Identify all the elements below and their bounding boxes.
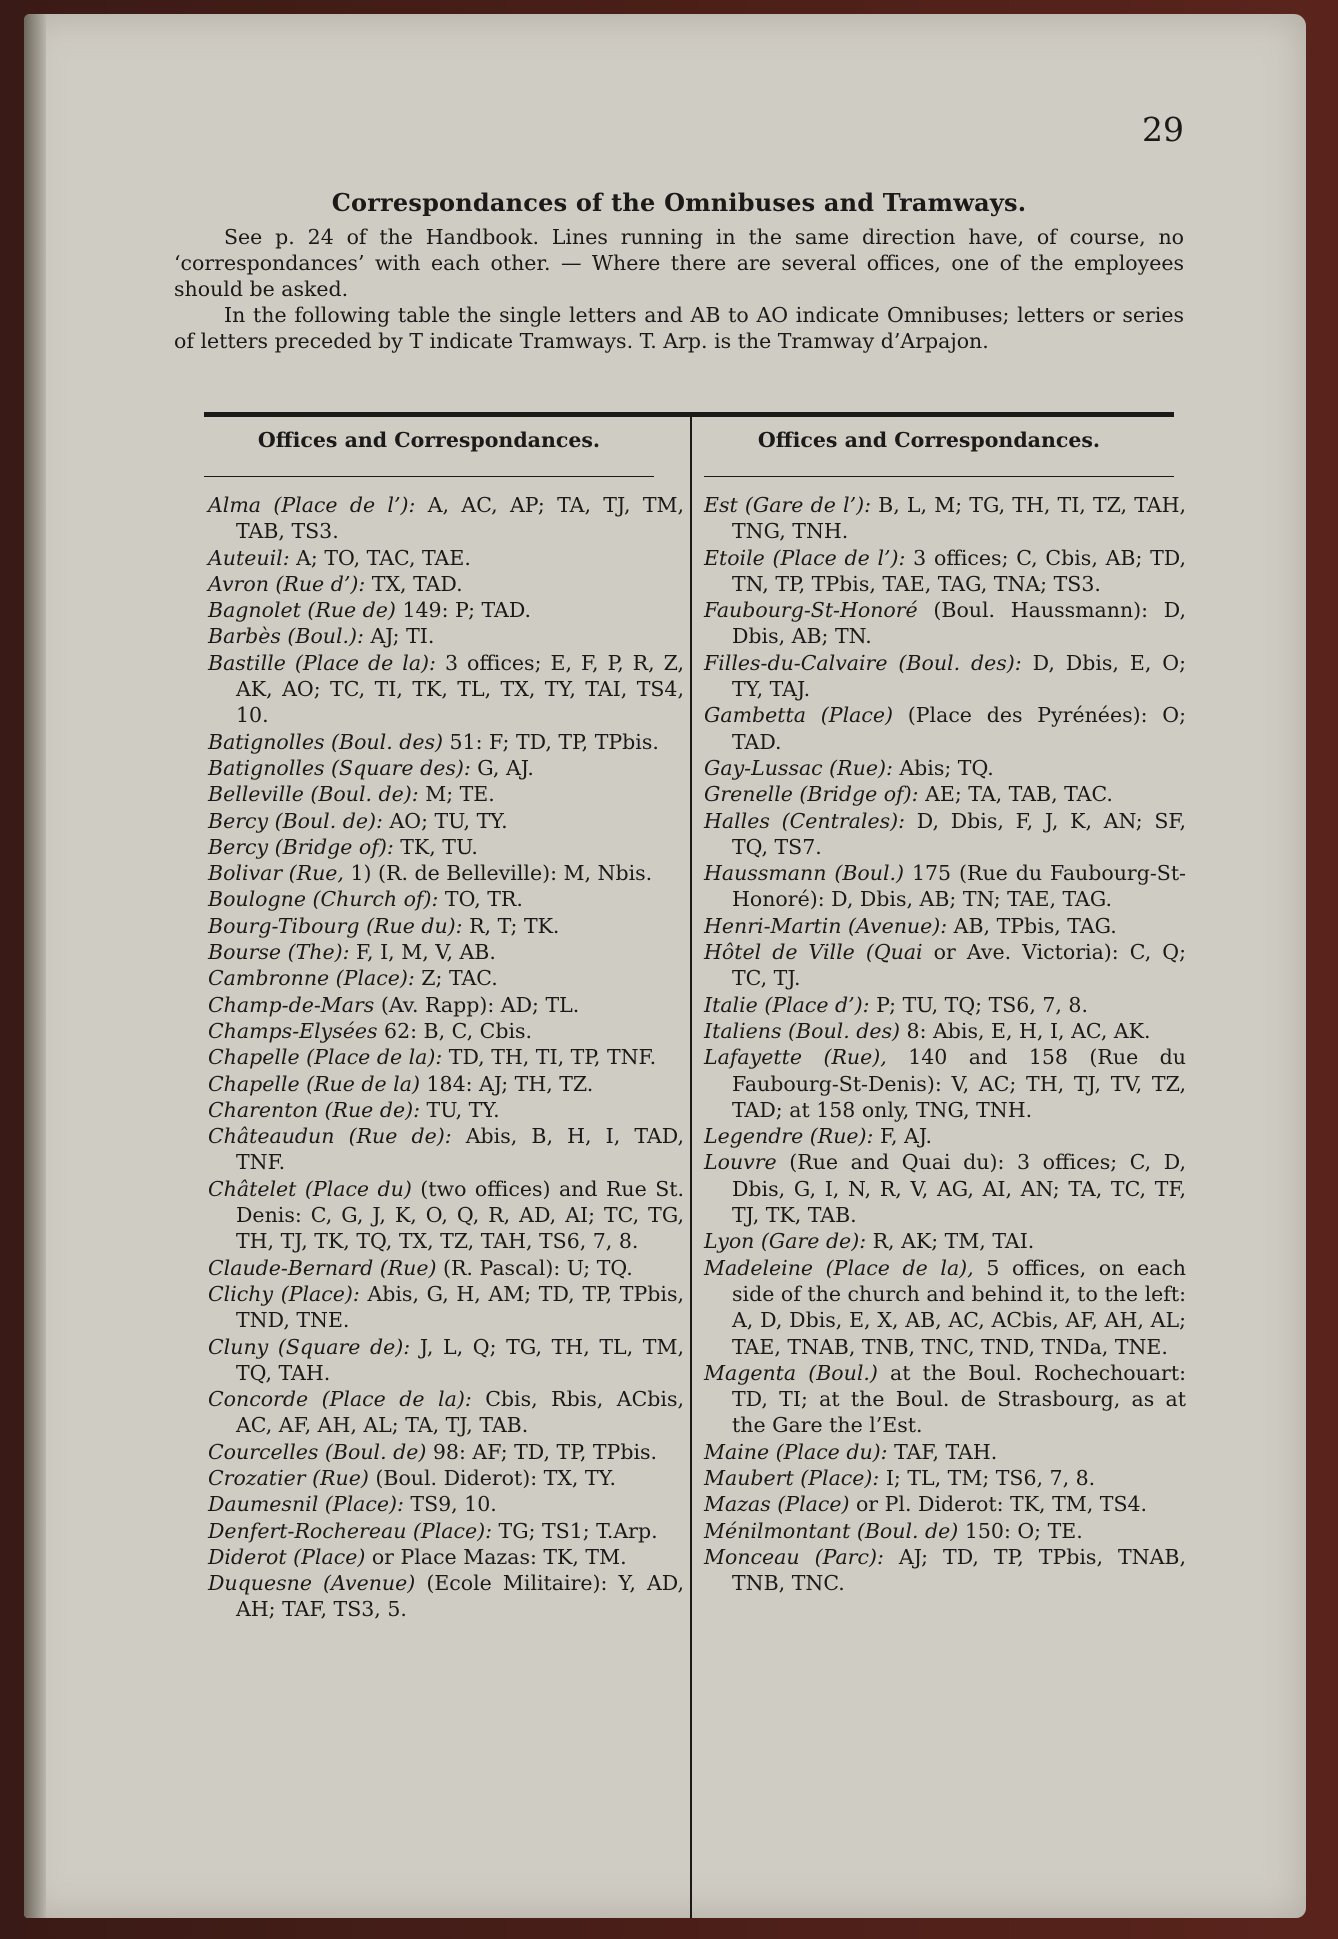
- table-entry: [704, 492, 1186, 545]
- entry-place-name: Bercy (Bridge of):: [208, 834, 394, 859]
- entry-place-name: Chapelle (Place de la):: [208, 1045, 443, 1070]
- entry-place-name: Claude-Bernard (Rue): [208, 1255, 437, 1280]
- entry-place-name: Filles-du-Calvaire (Boul. des):: [704, 650, 1022, 675]
- entry-place-name: Concorde (Place de la):: [208, 1387, 472, 1412]
- table-entry: [208, 834, 684, 860]
- entry-place-name: Champ-de-Mars: [208, 992, 375, 1017]
- entry-lines: (Rue and Quai du): 3 offices; C, D, Dbis, G, I, N, R, V, AG, AI, AN; TA, TC, TF, TJ, TK, TAB.: [732, 1150, 1186, 1228]
- table-entry: [208, 939, 684, 965]
- table-entry: [208, 913, 684, 939]
- entry-place-name: Italiens (Boul. des): [704, 1018, 901, 1043]
- left-header-rule: [204, 476, 654, 477]
- table-entry: [208, 1570, 684, 1623]
- book-page: [24, 14, 1306, 1918]
- entry-place-name: Maine (Place du):: [704, 1439, 888, 1464]
- entry-place-name: Diderot (Place): [208, 1544, 366, 1569]
- entry-place-name: Crozatier (Rue): [208, 1465, 369, 1490]
- table-entry: [208, 1544, 684, 1570]
- intro-paragraph-1: See p. 24 of the Handbook. Lines running in the same direction have, of course, no ‘correspondances’ with each other. — Where there are several offices, one of the employees should be asked.: [174, 225, 1184, 301]
- table-entry: [208, 623, 684, 649]
- entry-place-name: Grenelle (Bridge of):: [704, 782, 919, 807]
- table-entry: [208, 1018, 684, 1044]
- entry-place-name: Bourg-Tibourg (Rue du):: [208, 913, 463, 938]
- table-entry: [704, 860, 1186, 913]
- entry-lines: 5 offices, on each side of the church and behind it, to the left: A, D, Dbis, E, X, AB, AC, ACbis, AF, AH, AL; TAE, TNAB, TNB, TNC, TND, TNDa, TNE.: [732, 1255, 1186, 1359]
- entry-lines: 8: Abis, E, H, I, AC, AK.: [900, 1018, 1151, 1043]
- entry-lines: 1) (R. de Belleville): M, Nbis.: [343, 861, 653, 886]
- left-column-header: Offices and Correspondances.: [257, 428, 601, 452]
- table-entry: [704, 1018, 1186, 1044]
- table-entry: [704, 1255, 1186, 1360]
- entry-place-name: Monceau (Parc):: [704, 1544, 884, 1569]
- table-entry: [704, 1149, 1186, 1228]
- entry-place-name: Châteaudun (Rue de):: [208, 1124, 452, 1149]
- entry-lines: (Av. Rapp): AD; TL.: [374, 992, 580, 1017]
- table-entry: [704, 1544, 1186, 1597]
- table-entry: [704, 545, 1186, 598]
- entry-place-name: Cluny (Square de):: [208, 1334, 411, 1359]
- table-entry: [208, 1491, 684, 1517]
- entry-lines: AJ; TI.: [363, 624, 435, 649]
- entry-lines: AE; TA, TAB, TAC.: [918, 782, 1113, 807]
- entry-place-name: Batignolles (Square des):: [208, 755, 471, 780]
- right-header-rule: [704, 476, 1174, 477]
- entry-lines: I; TL, TM; TS6, 7, 8.: [879, 1465, 1096, 1490]
- entry-lines: D, Dbis, E, O; TY, TAJ.: [732, 650, 1186, 702]
- entry-lines: 3 offices; E, F, P, R, Z, AK, AO; TC, TI, TK, TL, TX, TY, TAI, TS4, 10.: [236, 650, 684, 728]
- entry-lines: Abis; TQ.: [892, 755, 994, 780]
- table-entry: [208, 1176, 684, 1255]
- entry-lines: or Place Mazas: TK, TM.: [365, 1544, 627, 1569]
- entry-place-name: Magenta (Boul.): [704, 1360, 878, 1385]
- table-entry: [208, 992, 684, 1018]
- entry-place-name: Champs-Elysées: [208, 1018, 378, 1043]
- entry-lines: Abis, G, H, AM; TD, TP, TPbis, TND, TNE.: [236, 1281, 684, 1333]
- table-entry: [208, 1044, 684, 1070]
- entry-lines: Z; TAC.: [414, 966, 498, 991]
- entry-place-name: Châtelet (Place du): [208, 1176, 412, 1201]
- table-entry: [704, 1123, 1186, 1149]
- entry-place-name: Charenton (Rue de):: [208, 1097, 420, 1122]
- entry-place-name: Bolivar (Rue,: [208, 861, 344, 886]
- table-entry: [208, 492, 684, 545]
- entry-place-name: Barbès (Boul.):: [208, 624, 364, 649]
- entry-place-name: Henri-Martin (Avenue):: [704, 913, 948, 938]
- entry-place-name: Denfert-Rochereau (Place):: [208, 1518, 493, 1543]
- table-entry: [208, 1465, 684, 1491]
- entry-lines: P; TU, TQ; TS6, 7, 8.: [869, 992, 1088, 1017]
- entry-lines: (two offices) and Rue St. Denis: C, G, J, K, O, Q, R, AD, AI; TC, TG, TH, TJ, TK, TQ, TX, TZ, TAH, TS6, 7, 8.: [236, 1176, 684, 1254]
- entry-lines: J, L, Q; TG, TH, TL, TM, TQ, TAH.: [236, 1334, 684, 1385]
- entry-place-name: Legendre (Rue):: [704, 1124, 874, 1149]
- entry-lines: R, AK; TM, TAI.: [866, 1229, 1035, 1254]
- entry-place-name: Bercy (Boul. de):: [208, 808, 383, 833]
- entry-lines: (Boul. Haussmann): D, Dbis, AB; TN.: [732, 598, 1186, 649]
- table-entry: [704, 808, 1186, 861]
- table-entry: [208, 965, 684, 991]
- page-title: Correspondances of the Omnibuses and Tramways.: [331, 188, 1027, 217]
- entry-place-name: Ménilmontant (Boul. de): [704, 1518, 959, 1543]
- entry-lines: 149: P; TAD.: [395, 598, 532, 623]
- table-entry: [208, 1123, 684, 1176]
- entry-place-name: Batignolles (Boul. des): [208, 729, 443, 754]
- entry-place-name: Est (Gare de l’):: [704, 493, 871, 517]
- entry-place-name: Faubourg-St-Honoré: [704, 598, 918, 623]
- entry-lines: 140 and 158 (Rue du Faubourg-St-Denis): V, AC; TH, TJ, TV, TZ, TAD; at 158 only, TNG, TNH.: [732, 1045, 1187, 1122]
- entry-place-name: Courcelles (Boul. de): [208, 1439, 427, 1464]
- table-entry: [704, 1439, 1186, 1465]
- entry-lines: (Boul. Diderot): TX, TY.: [368, 1465, 617, 1490]
- entry-lines: M; TE.: [418, 782, 495, 807]
- entry-place-name: Maubert (Place):: [704, 1465, 880, 1490]
- entry-lines: or Pl. Diderot: TK, TM, TS4.: [849, 1492, 1148, 1517]
- entry-lines: 98: AF; TD, TP, TPbis.: [426, 1439, 658, 1464]
- entry-lines: Abis, B, H, I, TAD, TNF.: [236, 1124, 684, 1175]
- entry-place-name: Boulogne (Church of):: [208, 887, 439, 912]
- entry-lines: TX, TAD.: [365, 571, 463, 596]
- entry-lines: TK, TU.: [393, 834, 478, 859]
- entry-place-name: Louvre: [704, 1150, 777, 1175]
- entry-place-name: Mazas (Place): [704, 1492, 850, 1517]
- entry-lines: TAF, TAH.: [887, 1439, 998, 1464]
- entry-lines: TD, TH, TI, TP, TNF.: [442, 1045, 657, 1070]
- table-entry: [208, 808, 684, 834]
- entry-lines: (R. Pascal): U; TQ.: [436, 1255, 633, 1280]
- table-entry: [208, 755, 684, 781]
- table-entry: [208, 650, 684, 729]
- entry-lines: TS9, 10.: [403, 1492, 497, 1517]
- entry-lines: (Ecole Militaire): Y, AD, AH; TAF, TS3, 5.: [236, 1571, 684, 1622]
- entry-place-name: Clichy (Place):: [208, 1281, 360, 1306]
- table-entry: [208, 886, 684, 912]
- page-number: 29: [1142, 110, 1184, 149]
- table-entry: [208, 571, 684, 597]
- table-entry: [704, 781, 1186, 807]
- table-entry: [208, 1071, 684, 1097]
- entry-place-name: Duquesne (Avenue): [208, 1571, 416, 1596]
- entry-lines: A, AC, AP; TA, TJ, TM, TAB, TS3.: [236, 493, 684, 544]
- entry-lines: F, AJ.: [873, 1124, 932, 1149]
- right-column-header: Offices and Correspondances.: [757, 428, 1101, 452]
- entry-place-name: Chapelle (Rue de la): [208, 1071, 420, 1096]
- entry-place-name: Belleville (Boul. de):: [208, 782, 419, 807]
- table-entry: [704, 1228, 1186, 1254]
- entry-lines: or Ave. Victoria): C, Q; TC, TJ.: [732, 940, 1187, 991]
- entry-lines: TU, TY.: [420, 1097, 500, 1122]
- entry-lines: G, AJ.: [470, 755, 534, 780]
- entry-lines: 3 offices; C, Cbis, AB; TD, TN, TP, TPbis, TAE, TAG, TNA; TS3.: [732, 545, 1186, 596]
- entry-place-name: Italie (Place d’):: [704, 992, 870, 1017]
- entry-place-name: Bourse (The):: [208, 940, 350, 965]
- entry-lines: 51: F; TD, TP, TPbis.: [443, 729, 659, 754]
- entry-place-name: Lafayette (Rue),: [704, 1045, 887, 1070]
- entry-place-name: Cambronne (Place):: [208, 966, 415, 991]
- table-entry: [208, 597, 684, 623]
- table-entry: [208, 1255, 684, 1281]
- entry-lines: D, Dbis, F, J, K, AN; SF, TQ, TS7.: [732, 808, 1186, 859]
- entry-lines: AB, TPbis, TAG.: [947, 913, 1117, 938]
- table-entry: [704, 1518, 1186, 1544]
- table-entry: [704, 992, 1186, 1018]
- table-entry: [208, 1386, 684, 1439]
- table-top-rule: [204, 412, 1174, 417]
- entry-place-name: Gay-Lussac (Rue):: [704, 755, 893, 780]
- entry-lines: AO; TU, TY.: [382, 808, 508, 833]
- table-entry: [208, 1518, 684, 1544]
- table-entry: [704, 1360, 1186, 1439]
- table-entry: [704, 939, 1186, 992]
- table-entry: [704, 1465, 1186, 1491]
- entry-lines: TG; TS1; T.Arp.: [492, 1518, 658, 1543]
- intro-paragraph-2: In the following table the single letters and AB to AO indicate Omnibuses; letters or series of letters preceded by T indicate Tramways. T. Arp. is the Tramway d’Arpajon.: [174, 303, 1184, 353]
- intro-text: [174, 224, 1184, 354]
- left-column: [208, 492, 684, 1623]
- table-entry: [208, 860, 684, 886]
- entry-place-name: Bastille (Place de la):: [208, 650, 436, 675]
- entry-lines: 150: O; TE.: [958, 1518, 1083, 1543]
- table-entry: [704, 597, 1186, 650]
- entry-lines: 184: AJ; TH, TZ.: [419, 1071, 594, 1096]
- table-entry: [704, 1044, 1186, 1123]
- table-entry: [208, 1439, 684, 1465]
- entry-lines: F, I, M, V, AB.: [349, 940, 496, 965]
- table-entry: [208, 545, 684, 571]
- page-gutter: [24, 14, 46, 1918]
- entry-lines: 175 (Rue du Faubourg-St-Honoré): D, Dbis, AB; TN; TAE, TAG.: [732, 861, 1186, 912]
- entry-lines: AJ; TD, TP, TPbis, TNAB, TNB, TNC.: [732, 1544, 1186, 1596]
- entry-place-name: Etoile (Place de l’):: [704, 545, 906, 570]
- table-entry: [704, 913, 1186, 939]
- table-entry: [208, 729, 684, 755]
- entry-place-name: Alma (Place de l’):: [208, 493, 416, 517]
- entry-place-name: Daumesnil (Place):: [208, 1492, 404, 1517]
- entry-place-name: Haussmann (Boul.): [704, 861, 905, 886]
- right-column: [704, 492, 1186, 1596]
- entry-lines: B, L, M; TG, TH, TI, TZ, TAH, TNG, TNH.: [732, 493, 1186, 544]
- entry-place-name: Auteuil:: [208, 545, 290, 570]
- entry-lines: (Place des Pyrénées): O; TAD.: [732, 703, 1187, 754]
- entry-lines: at the Boul. Rochechouart: TD, TI; at the Boul. de Strasbourg, as at the Gare the l’Est.: [732, 1360, 1186, 1438]
- entry-lines: A; TO, TAC, TAE.: [289, 545, 471, 570]
- table-entry: [704, 1491, 1186, 1517]
- entry-place-name: Gambetta (Place): [704, 703, 893, 728]
- entry-place-name: Lyon (Gare de):: [704, 1229, 867, 1254]
- entry-place-name: Madeleine (Place de la),: [704, 1255, 974, 1280]
- entry-place-name: Bagnolet (Rue de): [208, 598, 396, 623]
- entry-lines: 62: B, C, Cbis.: [377, 1018, 533, 1043]
- table-entry: [208, 1097, 684, 1123]
- entry-place-name: Hôtel de Ville (Quai: [704, 940, 923, 965]
- table-entry: [208, 1281, 684, 1334]
- column-divider: [690, 416, 692, 1918]
- table-entry: [704, 650, 1186, 703]
- table-entry: [208, 781, 684, 807]
- table-entry: [704, 702, 1186, 755]
- entry-lines: Cbis, Rbis, ACbis, AC, AF, AH, AL; TA, TJ, TAB.: [236, 1387, 684, 1438]
- table-entry: [704, 755, 1186, 781]
- table-entry: [208, 1334, 684, 1387]
- entry-lines: TO, TR.: [438, 887, 523, 912]
- entry-place-name: Halles (Centrales):: [704, 808, 905, 833]
- entry-place-name: Avron (Rue d’):: [208, 571, 366, 596]
- entry-lines: R, T; TK.: [462, 913, 560, 938]
